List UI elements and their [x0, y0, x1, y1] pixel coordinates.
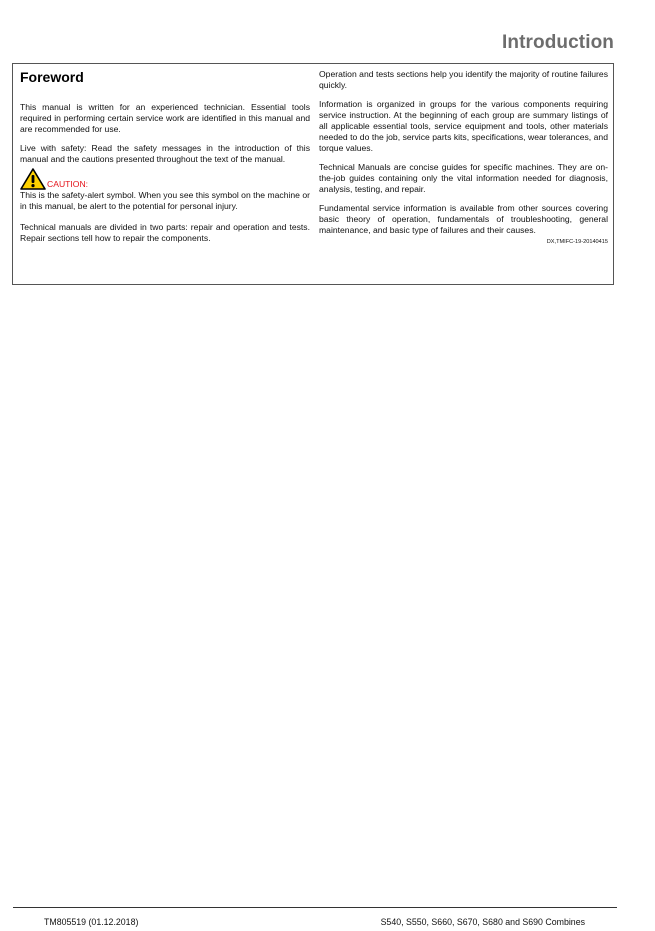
intro-paragraph: This manual is written for an experienced technician. Essential tools required in performing certain service work are identified in this manual and are recommended for use.	[20, 102, 310, 134]
guides-paragraph: Technical Manuals are concise guides for specific machines. They are on-the-job guides containing only the vital information needed for diagnosis, analysis, testing, and repair.	[319, 162, 608, 194]
alert-paragraph: This is the safety-alert symbol. When you see this symbol on the machine or in this manual, be alert to the potential for personal injury.	[20, 190, 310, 211]
safety-alert-icon	[20, 168, 46, 190]
foreword-box	[12, 63, 614, 285]
right-column	[319, 69, 608, 246]
safety-paragraph: Live with safety: Read the safety messages in the introduction of this manual and the cautions presented throughout the text of the manual.	[20, 143, 310, 164]
fundamental-paragraph: Fundamental service information is available from other sources covering basic theory of operation, fundamentals of troubleshooting, general maintenance, and basic type of failures and their causes.	[319, 203, 608, 235]
caution-label: CAUTION:	[47, 179, 89, 189]
footer-models: S540, S550, S660, S670, S680 and S690 Combines	[380, 917, 585, 927]
foreword-heading: Foreword	[20, 69, 84, 85]
left-column	[20, 69, 310, 252]
footer-manual-id: TM805519 (01.12.2018)	[44, 917, 139, 927]
parts-paragraph: Technical manuals are divided in two parts: repair and operation and tests. Repair sections tell how to repair the components.	[20, 222, 310, 243]
caution-row	[20, 168, 310, 190]
operation-paragraph: Operation and tests sections help you identify the majority of routine failures quickly.	[319, 69, 608, 90]
section-title: Introduction	[501, 32, 614, 53]
footer-divider	[13, 907, 617, 908]
reference-code: DX,TMIFC-19-20140415	[546, 239, 608, 245]
groups-paragraph: Information is organized in groups for the various components requiring service instruction. At the beginning of each group are summary listings of all applicable essential tools, service equipment and tools, other materials needed to do the job, service parts kits, specifications, wear tolerances, and torque values.	[319, 99, 608, 153]
